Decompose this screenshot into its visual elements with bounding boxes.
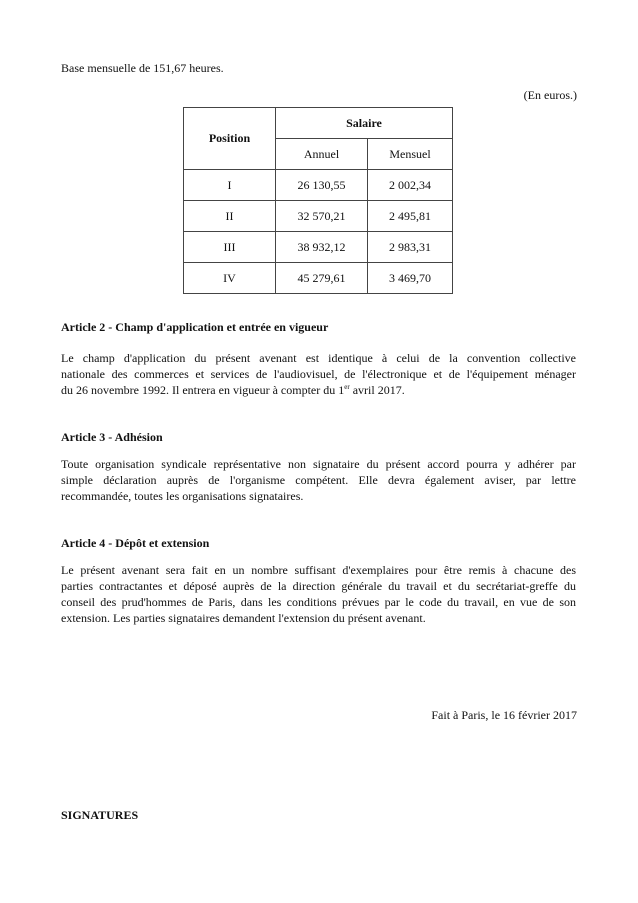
annuel-cell: 26 130,55 xyxy=(276,170,368,201)
salary-table xyxy=(183,107,453,294)
article-4-line: conseil des prud'hommes de Paris, dans les conditions prévues par le code du travail, en vue de son xyxy=(61,595,576,609)
article-2-line: Le champ d'application du présent avenant est identique à celui de la convention collective xyxy=(61,351,576,365)
mensuel-cell: 2 983,31 xyxy=(368,232,453,263)
article-3-line: Toute organisation syndicale représentative non signataire du présent accord pourra y adhérer par xyxy=(61,457,576,471)
ordinal-superscript: er xyxy=(344,383,350,391)
table-header-row xyxy=(184,108,453,139)
mensuel-cell: 3 469,70 xyxy=(368,263,453,294)
table-row xyxy=(184,201,453,232)
article-3-line: recommandée, toutes les organisations signataires. xyxy=(61,489,304,503)
article-4-body xyxy=(61,562,576,626)
article-2-line xyxy=(61,382,576,398)
annuel-cell: 38 932,12 xyxy=(276,232,368,263)
article-4-line: Le présent avenant sera fait en un nombre suffisant d'exemplaires pour être remis à chacune des xyxy=(61,563,576,577)
article-3-title: Article 3 - Adhésion xyxy=(61,430,163,444)
unit-note: (En euros.) xyxy=(523,88,577,102)
article-4-line: extension. Les parties signataires demandent l'extension du présent avenant. xyxy=(61,611,426,625)
table-row xyxy=(184,263,453,294)
intro-text: Base mensuelle de 151,67 heures. xyxy=(61,61,224,75)
article-4-title: Article 4 - Dépôt et extension xyxy=(61,536,210,550)
mensuel-cell: 2 495,81 xyxy=(368,201,453,232)
article-2-line-start: du 26 novembre 1992. Il entrera en vigueur à compter du 1 xyxy=(61,383,345,397)
table-row xyxy=(184,170,453,201)
mensuel-header: Mensuel xyxy=(368,139,453,170)
position-cell: II xyxy=(184,201,276,232)
article-2-title: Article 2 - Champ d'application et entrée en vigueur xyxy=(61,320,329,334)
article-3-line: simple déclaration auprès de l'organisme compétent. Elle devra également aviser, par lettre xyxy=(61,473,576,487)
annuel-cell: 45 279,61 xyxy=(276,263,368,294)
signatures-heading: SIGNATURES xyxy=(61,808,139,822)
annuel-header: Annuel xyxy=(276,139,368,170)
table-row xyxy=(184,232,453,263)
article-2-line: nationale des commerces et services de l'audiovisuel, de l'électronique et de l'équipement ménager xyxy=(61,367,576,381)
place-date: Fait à Paris, le 16 février 2017 xyxy=(431,708,577,722)
annuel-cell: 32 570,21 xyxy=(276,201,368,232)
salaire-header: Salaire xyxy=(276,108,453,139)
mensuel-cell: 2 002,34 xyxy=(368,170,453,201)
position-cell: III xyxy=(184,232,276,263)
position-cell: IV xyxy=(184,263,276,294)
article-2-body xyxy=(61,350,576,398)
article-3-body xyxy=(61,456,576,504)
article-2-line-end: avril 2017. xyxy=(349,383,405,397)
position-cell: I xyxy=(184,170,276,201)
position-header: Position xyxy=(184,108,276,170)
article-4-line: parties contractantes et déposé auprès de la direction générale du travail et du secrétariat-greffe du xyxy=(61,579,576,593)
